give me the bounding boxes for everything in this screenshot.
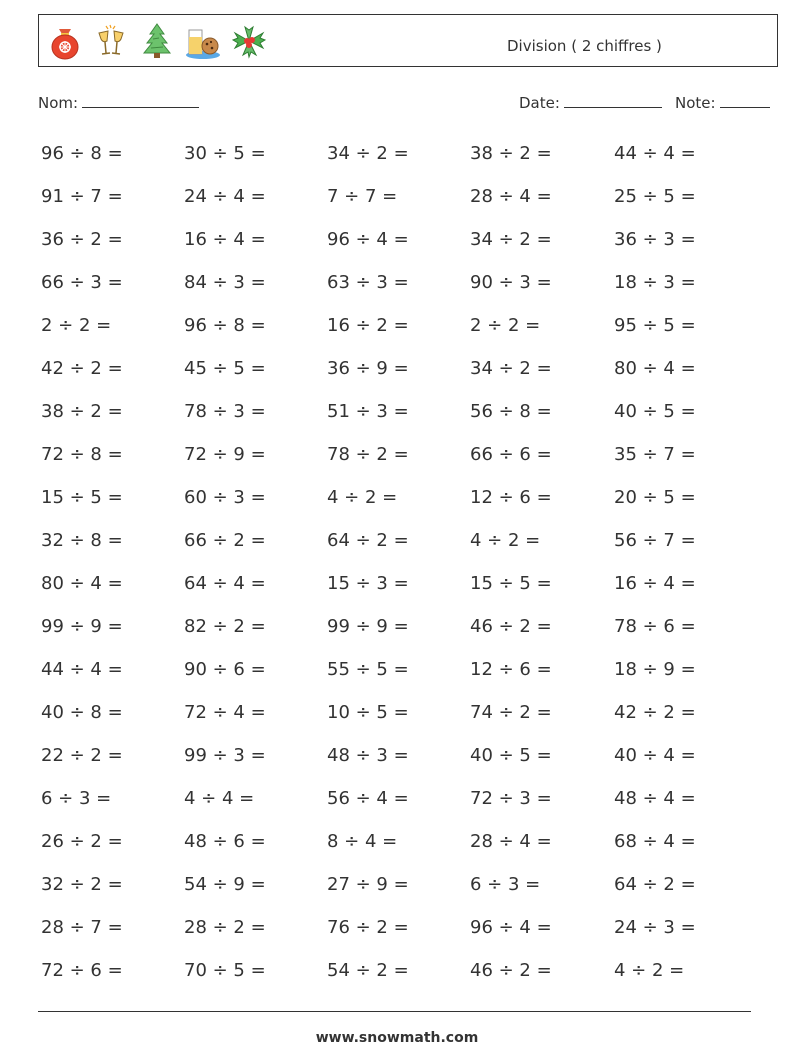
division-problem: 4 ÷ 2 = — [614, 960, 685, 981]
division-problem: 72 ÷ 4 = — [184, 702, 266, 723]
division-problem: 4 ÷ 2 = — [327, 487, 398, 508]
division-problem: 78 ÷ 3 = — [184, 401, 266, 422]
division-problem: 72 ÷ 6 = — [41, 960, 123, 981]
division-problem: 84 ÷ 3 = — [184, 272, 266, 293]
division-problem: 28 ÷ 7 = — [41, 917, 123, 938]
division-problem: 34 ÷ 2 = — [470, 229, 552, 250]
division-problem: 54 ÷ 9 = — [184, 874, 266, 895]
division-problem: 24 ÷ 4 = — [184, 186, 266, 207]
division-problem: 15 ÷ 3 = — [327, 573, 409, 594]
christmas-tree-icon — [137, 21, 177, 61]
division-problem: 2 ÷ 2 = — [470, 315, 541, 336]
worksheet-header — [38, 14, 778, 67]
division-problem: 56 ÷ 4 = — [327, 788, 409, 809]
division-problem: 15 ÷ 5 = — [41, 487, 123, 508]
division-problem: 72 ÷ 9 = — [184, 444, 266, 465]
division-problem: 10 ÷ 5 = — [327, 702, 409, 723]
division-problem: 70 ÷ 5 = — [184, 960, 266, 981]
champagne-glasses-icon — [91, 21, 131, 61]
division-problem: 38 ÷ 2 = — [470, 143, 552, 164]
problem-row — [41, 874, 761, 917]
division-problem: 7 ÷ 7 = — [327, 186, 398, 207]
division-problem: 54 ÷ 2 = — [327, 960, 409, 981]
division-problem: 40 ÷ 5 = — [470, 745, 552, 766]
division-problem: 72 ÷ 8 = — [41, 444, 123, 465]
division-problem: 42 ÷ 2 = — [614, 702, 696, 723]
division-problem: 18 ÷ 9 = — [614, 659, 696, 680]
division-problem: 36 ÷ 2 = — [41, 229, 123, 250]
division-problem: 36 ÷ 9 = — [327, 358, 409, 379]
division-problem: 20 ÷ 5 = — [614, 487, 696, 508]
division-problem: 48 ÷ 4 = — [614, 788, 696, 809]
division-problem: 96 ÷ 4 = — [470, 917, 552, 938]
division-problem: 82 ÷ 2 = — [184, 616, 266, 637]
division-problem: 32 ÷ 8 = — [41, 530, 123, 551]
problem-grid — [41, 143, 761, 1003]
problem-row — [41, 229, 761, 272]
problem-row — [41, 186, 761, 229]
problem-row — [41, 659, 761, 702]
santa-sack-icon — [45, 21, 85, 61]
date-field — [519, 93, 662, 112]
problem-row — [41, 702, 761, 745]
division-problem: 34 ÷ 2 = — [327, 143, 409, 164]
division-problem: 66 ÷ 3 = — [41, 272, 123, 293]
name-label: Nom: — [38, 94, 79, 112]
division-problem: 78 ÷ 2 = — [327, 444, 409, 465]
division-problem: 6 ÷ 3 = — [41, 788, 112, 809]
division-problem: 4 ÷ 2 = — [470, 530, 541, 551]
division-problem: 96 ÷ 4 = — [327, 229, 409, 250]
problem-row — [41, 530, 761, 573]
division-problem: 66 ÷ 6 = — [470, 444, 552, 465]
division-problem: 80 ÷ 4 = — [41, 573, 123, 594]
division-problem: 28 ÷ 4 = — [470, 831, 552, 852]
division-problem: 60 ÷ 3 = — [184, 487, 266, 508]
division-problem: 36 ÷ 3 = — [614, 229, 696, 250]
division-problem: 6 ÷ 3 = — [470, 874, 541, 895]
division-problem: 2 ÷ 2 = — [41, 315, 112, 336]
problem-row — [41, 358, 761, 401]
division-problem: 8 ÷ 4 = — [327, 831, 398, 852]
division-problem: 64 ÷ 4 = — [184, 573, 266, 594]
division-problem: 44 ÷ 4 = — [614, 143, 696, 164]
problem-row — [41, 444, 761, 487]
division-problem: 26 ÷ 2 = — [41, 831, 123, 852]
grade-blank — [720, 93, 770, 108]
division-problem: 46 ÷ 2 = — [470, 960, 552, 981]
division-problem: 24 ÷ 3 = — [614, 917, 696, 938]
division-problem: 72 ÷ 3 = — [470, 788, 552, 809]
division-problem: 15 ÷ 5 = — [470, 573, 552, 594]
problem-row — [41, 788, 761, 831]
division-problem: 99 ÷ 9 = — [41, 616, 123, 637]
name-field — [38, 93, 199, 112]
division-problem: 76 ÷ 2 = — [327, 917, 409, 938]
division-problem: 18 ÷ 3 = — [614, 272, 696, 293]
division-problem: 64 ÷ 2 = — [614, 874, 696, 895]
division-problem: 28 ÷ 2 = — [184, 917, 266, 938]
problem-row — [41, 573, 761, 616]
header-icons — [45, 21, 269, 61]
problem-row — [41, 616, 761, 659]
grade-field — [675, 93, 770, 112]
division-problem: 90 ÷ 6 = — [184, 659, 266, 680]
division-problem: 51 ÷ 3 = — [327, 401, 409, 422]
division-problem: 32 ÷ 2 = — [41, 874, 123, 895]
division-problem: 96 ÷ 8 = — [184, 315, 266, 336]
division-problem: 63 ÷ 3 = — [327, 272, 409, 293]
division-problem: 56 ÷ 8 = — [470, 401, 552, 422]
problem-row — [41, 917, 761, 960]
division-problem: 99 ÷ 9 = — [327, 616, 409, 637]
division-problem: 95 ÷ 5 = — [614, 315, 696, 336]
division-problem: 12 ÷ 6 = — [470, 487, 552, 508]
division-problem: 55 ÷ 5 = — [327, 659, 409, 680]
date-blank — [564, 93, 662, 108]
division-problem: 46 ÷ 2 = — [470, 616, 552, 637]
division-problem: 35 ÷ 7 = — [614, 444, 696, 465]
worksheet-title: Division ( 2 chiffres ) — [507, 37, 662, 55]
division-problem: 91 ÷ 7 = — [41, 186, 123, 207]
division-problem: 44 ÷ 4 = — [41, 659, 123, 680]
problem-row — [41, 272, 761, 315]
holly-icon — [229, 21, 269, 61]
problem-row — [41, 960, 761, 1003]
milk-and-cookies-icon — [183, 21, 223, 61]
division-problem: 64 ÷ 2 = — [327, 530, 409, 551]
footer-url: www.snowmath.com — [315, 1030, 479, 1046]
problem-row — [41, 143, 761, 186]
problem-row — [41, 745, 761, 788]
division-problem: 22 ÷ 2 = — [41, 745, 123, 766]
division-problem: 96 ÷ 8 = — [41, 143, 123, 164]
division-problem: 28 ÷ 4 = — [470, 186, 552, 207]
name-blank — [82, 93, 199, 108]
division-problem: 38 ÷ 2 = — [41, 401, 123, 422]
date-label: Date: — [519, 94, 560, 112]
division-problem: 30 ÷ 5 = — [184, 143, 266, 164]
division-problem: 48 ÷ 3 = — [327, 745, 409, 766]
problem-row — [41, 315, 761, 358]
division-problem: 42 ÷ 2 = — [41, 358, 123, 379]
division-problem: 74 ÷ 2 = — [470, 702, 552, 723]
division-problem: 90 ÷ 3 = — [470, 272, 552, 293]
division-problem: 25 ÷ 5 = — [614, 186, 696, 207]
division-problem: 66 ÷ 2 = — [184, 530, 266, 551]
division-problem: 45 ÷ 5 = — [184, 358, 266, 379]
problem-row — [41, 831, 761, 874]
division-problem: 56 ÷ 7 = — [614, 530, 696, 551]
division-problem: 40 ÷ 4 = — [614, 745, 696, 766]
division-problem: 27 ÷ 9 = — [327, 874, 409, 895]
footer-divider — [38, 1011, 751, 1012]
division-problem: 12 ÷ 6 = — [470, 659, 552, 680]
division-problem: 4 ÷ 4 = — [184, 788, 255, 809]
division-problem: 16 ÷ 2 = — [327, 315, 409, 336]
division-problem: 34 ÷ 2 = — [470, 358, 552, 379]
division-problem: 16 ÷ 4 = — [184, 229, 266, 250]
division-problem: 16 ÷ 4 = — [614, 573, 696, 594]
division-problem: 99 ÷ 3 = — [184, 745, 266, 766]
division-problem: 48 ÷ 6 = — [184, 831, 266, 852]
problem-row — [41, 401, 761, 444]
division-problem: 40 ÷ 5 = — [614, 401, 696, 422]
division-problem: 68 ÷ 4 = — [614, 831, 696, 852]
division-problem: 40 ÷ 8 = — [41, 702, 123, 723]
division-problem: 80 ÷ 4 = — [614, 358, 696, 379]
division-problem: 78 ÷ 6 = — [614, 616, 696, 637]
problem-row — [41, 487, 761, 530]
grade-label: Note: — [675, 94, 716, 112]
